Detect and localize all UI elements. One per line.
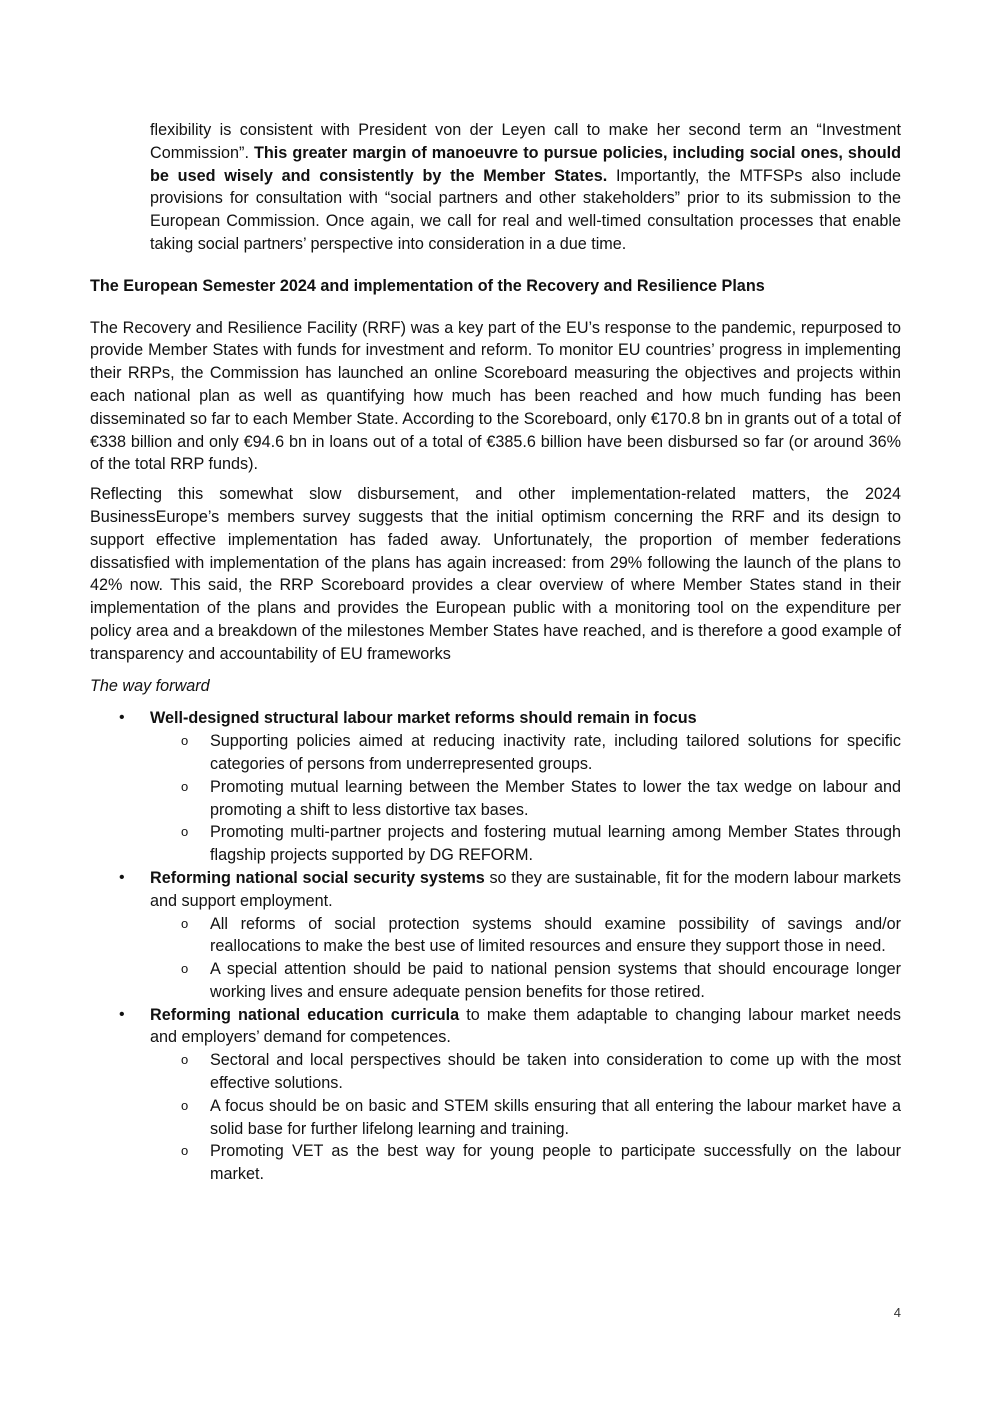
sub-text: A focus should be on basic and STEM skills ensuring that all entering the labour market have a solid base for further lifelong learning and training. xyxy=(210,1096,901,1138)
bullet-item xyxy=(90,707,901,867)
sub-text: Promoting multi-partner projects and fostering mutual learning among Member States through flagship projects supported by DG REFORM. xyxy=(210,823,901,865)
intro-text-a: flexibility is consistent with President von der Leyen call to make her second term an “Investment Commission”. xyxy=(150,121,901,162)
sub-text: All reforms of social protection systems should examine possibility of savings and/or reallocations to make the best use of limited resources and ensure they support those in need. xyxy=(210,914,901,956)
sub-list xyxy=(150,1049,901,1186)
sub-marker: o xyxy=(181,961,189,977)
intro-text-c: Importantly, the MTFSPs also include provisions for consultation with “social partners and other stakeholders” prior to its submission to the European Commission. Once again, we call for real and well-timed consultation processes that enable taking social partners’ perspective into consideration in a due time. xyxy=(150,166,901,253)
sub-item xyxy=(150,1095,901,1141)
sub-text: Promoting VET as the best way for young people to participate successfully on the labour market. xyxy=(210,1142,901,1184)
sub-item xyxy=(150,958,901,1004)
sub-text: Promoting mutual learning between the Member States to lower the tax wedge on labour and promoting a shift to less distortive tax bases. xyxy=(210,777,901,819)
bullet-marker: • xyxy=(119,709,125,727)
sub-item xyxy=(150,913,901,959)
sub-text: A special attention should be paid to national pension systems that should encourage longer working lives and ensure adequate pension benefits for those retired. xyxy=(210,960,901,1001)
sub-list xyxy=(150,913,901,1004)
bullet-bold: Reforming national social security systems xyxy=(150,868,485,887)
document-page xyxy=(90,119,901,1186)
bullet-text: to make them adaptable to changing labour market needs and employers’ demand for competences. xyxy=(150,1005,901,1047)
sub-marker: o xyxy=(181,1097,189,1113)
bullet-text: so they are sustainable, fit for the modern labour markets and support employment. xyxy=(150,868,901,910)
survey-paragraph: Reflecting this somewhat slow disbursement, and other implementation-related matters, the 2024 BusinessEurope’s members survey suggests that the initial optimism concerning the RRF and its design to support effective implementation has faded away. Unfortunately, the proportion of member federations dissatisfied with implementation of the plans has again increased: from 29% following the launch of the plans to 42% now. This said, the RRP Scoreboard provides a clear overview of where Member States stand in their implementation of the plans and provides the European public with a monitoring tool on the expenditure per policy area and a breakdown of the milestones Member States have reached, and is therefore a good example of transparency and accountability of EU frameworks xyxy=(90,485,901,663)
sub-item xyxy=(150,821,901,867)
bullet-item xyxy=(90,1004,901,1186)
recommendations-list xyxy=(90,707,901,1186)
section-heading: The European Semester 2024 and implementation of the Recovery and Resilience Plans xyxy=(90,276,765,295)
bullet-marker: • xyxy=(119,1005,125,1023)
sub-text: Supporting policies aimed at reducing inactivity rate, including tailored solutions for specific categories of persons from underrepresented groups. xyxy=(210,732,901,773)
sub-text: Sectoral and local perspectives should be taken into consideration to come up with the most effective solutions. xyxy=(210,1051,901,1093)
sub-item xyxy=(150,776,901,822)
rrf-paragraph: The Recovery and Resilience Facility (RRF) was a key part of the EU’s response to the pandemic, repurposed to provide Member States with funds for investment and reform. To monitor EU countries’ progress in implementing their RRPs, the Commission has launched an online Scoreboard measuring the objectives and projects within each national plan as well as quantifying how much has been reached and how much funding has been disseminated so far to each Member State. According to the Scoreboard, only €170.8 bn in grants out of a total of €338 billion and only €94.6 bn in loans out of a total of €385.6 billion have been disbursed so far (or around 36% of the total RRP funds). xyxy=(90,318,901,474)
sub-marker: o xyxy=(181,824,189,840)
page-number: 4 xyxy=(893,1305,901,1320)
intro-paragraph xyxy=(90,119,901,256)
sub-marker: o xyxy=(181,1052,189,1068)
bullet-item xyxy=(90,867,901,1004)
sub-item xyxy=(150,1140,901,1186)
bullet-marker: • xyxy=(119,868,125,886)
bullet-bold: Well-designed structural labour market reforms should remain in focus xyxy=(150,709,697,728)
bullet-bold: Reforming national education curricula xyxy=(150,1005,460,1024)
sub-item xyxy=(150,730,901,776)
way-forward-subheading: The way forward xyxy=(90,676,210,695)
sub-marker: o xyxy=(181,733,189,749)
sub-marker: o xyxy=(181,1143,189,1159)
sub-item xyxy=(150,1049,901,1095)
sub-list xyxy=(150,730,901,867)
intro-text-bold: This greater margin of manoeuvre to pursue policies, including social ones, should be used wisely and consistently by the Member States. xyxy=(150,143,901,185)
sub-marker: o xyxy=(181,915,189,931)
sub-marker: o xyxy=(181,778,189,794)
